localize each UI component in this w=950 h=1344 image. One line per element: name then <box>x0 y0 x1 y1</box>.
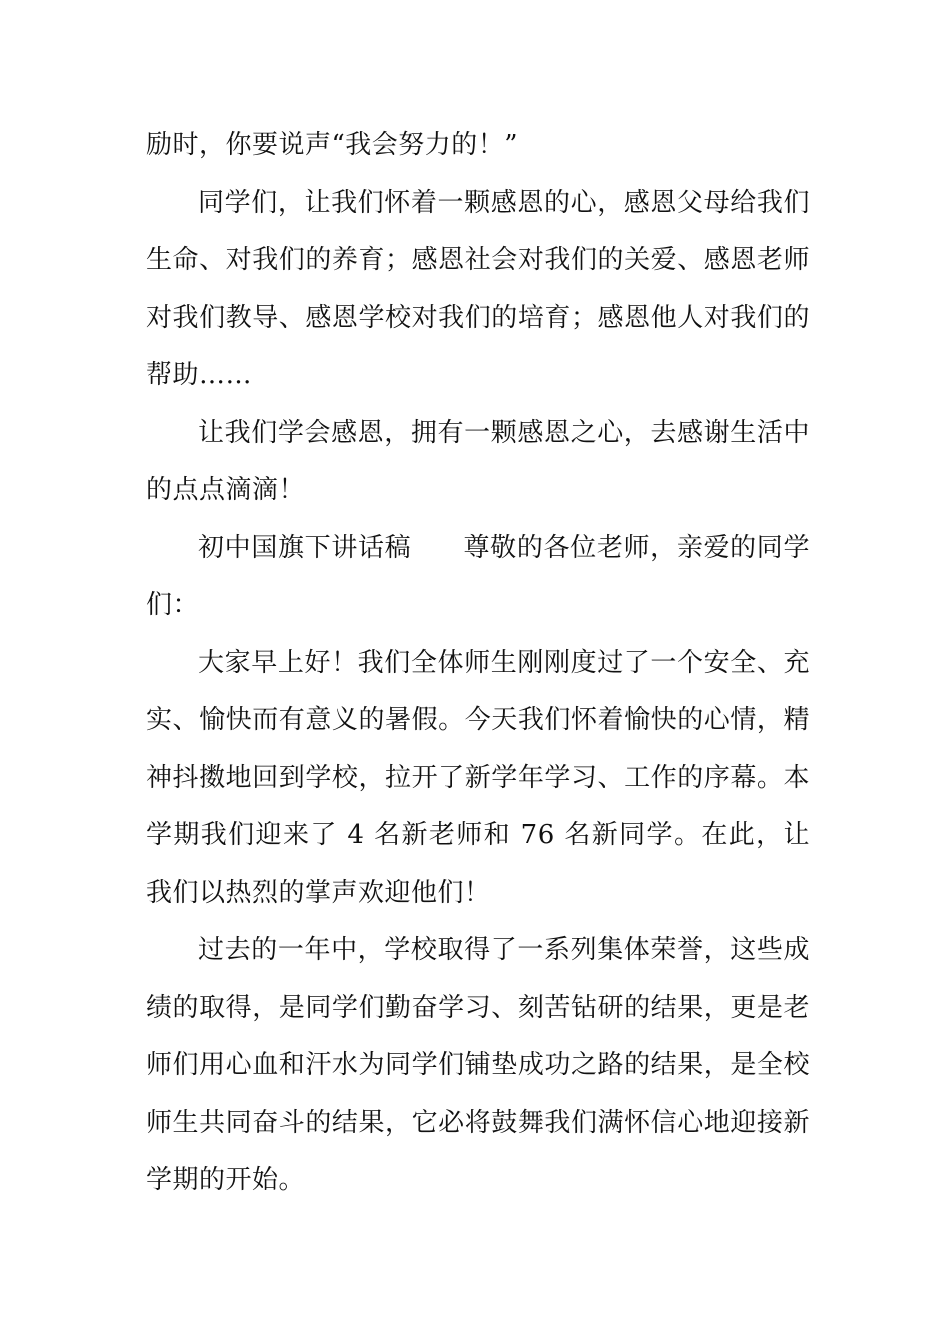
speech-title: 初中国旗下讲话稿 <box>198 532 412 563</box>
salutation: 尊敬的各位老师，亲爱的同学们： <box>146 532 810 620</box>
paragraph-6: 过去的一年中，学校取得了一系列集体荣誉，这些成绩的取得，是同学们勤奋学习、刻苦钻研的结果，更是老师们用心血和汗水为同学们铺垫成功之路的结果，是全校师生共同奋斗的结果，它必将鼓舞我们满怀信心地迎接新学期的开始。 <box>146 935 810 1195</box>
paragraph-2: 同学们，让我们怀着一颗感恩的心，感恩父母给我们生命、对我们的养育；感恩社会对我们的关爱、感恩老师对我们教导、感恩学校对我们的培育；感恩他人对我们的帮助…… <box>146 187 810 390</box>
paragraph-5: 大家早上好！我们全体师生刚刚度过了一个安全、充实、愉快而有意义的暑假。今天我们怀着愉快的心情，精神抖擞地回到学校，拉开了新学年学习、工作的序幕。本学期我们迎来了 4 名新老师和 76 名新同学。在此，让我们以热烈的掌声欢迎他们！ <box>146 647 810 908</box>
paragraph-4 <box>146 520 810 635</box>
paragraph-1: 励时，你要说声“我会努力的！” <box>146 130 519 160</box>
paragraph-3: 让我们学会感恩，拥有一颗感恩之心，去感谢生活中的点点滴滴！ <box>146 417 810 505</box>
document-body <box>146 117 810 1210</box>
